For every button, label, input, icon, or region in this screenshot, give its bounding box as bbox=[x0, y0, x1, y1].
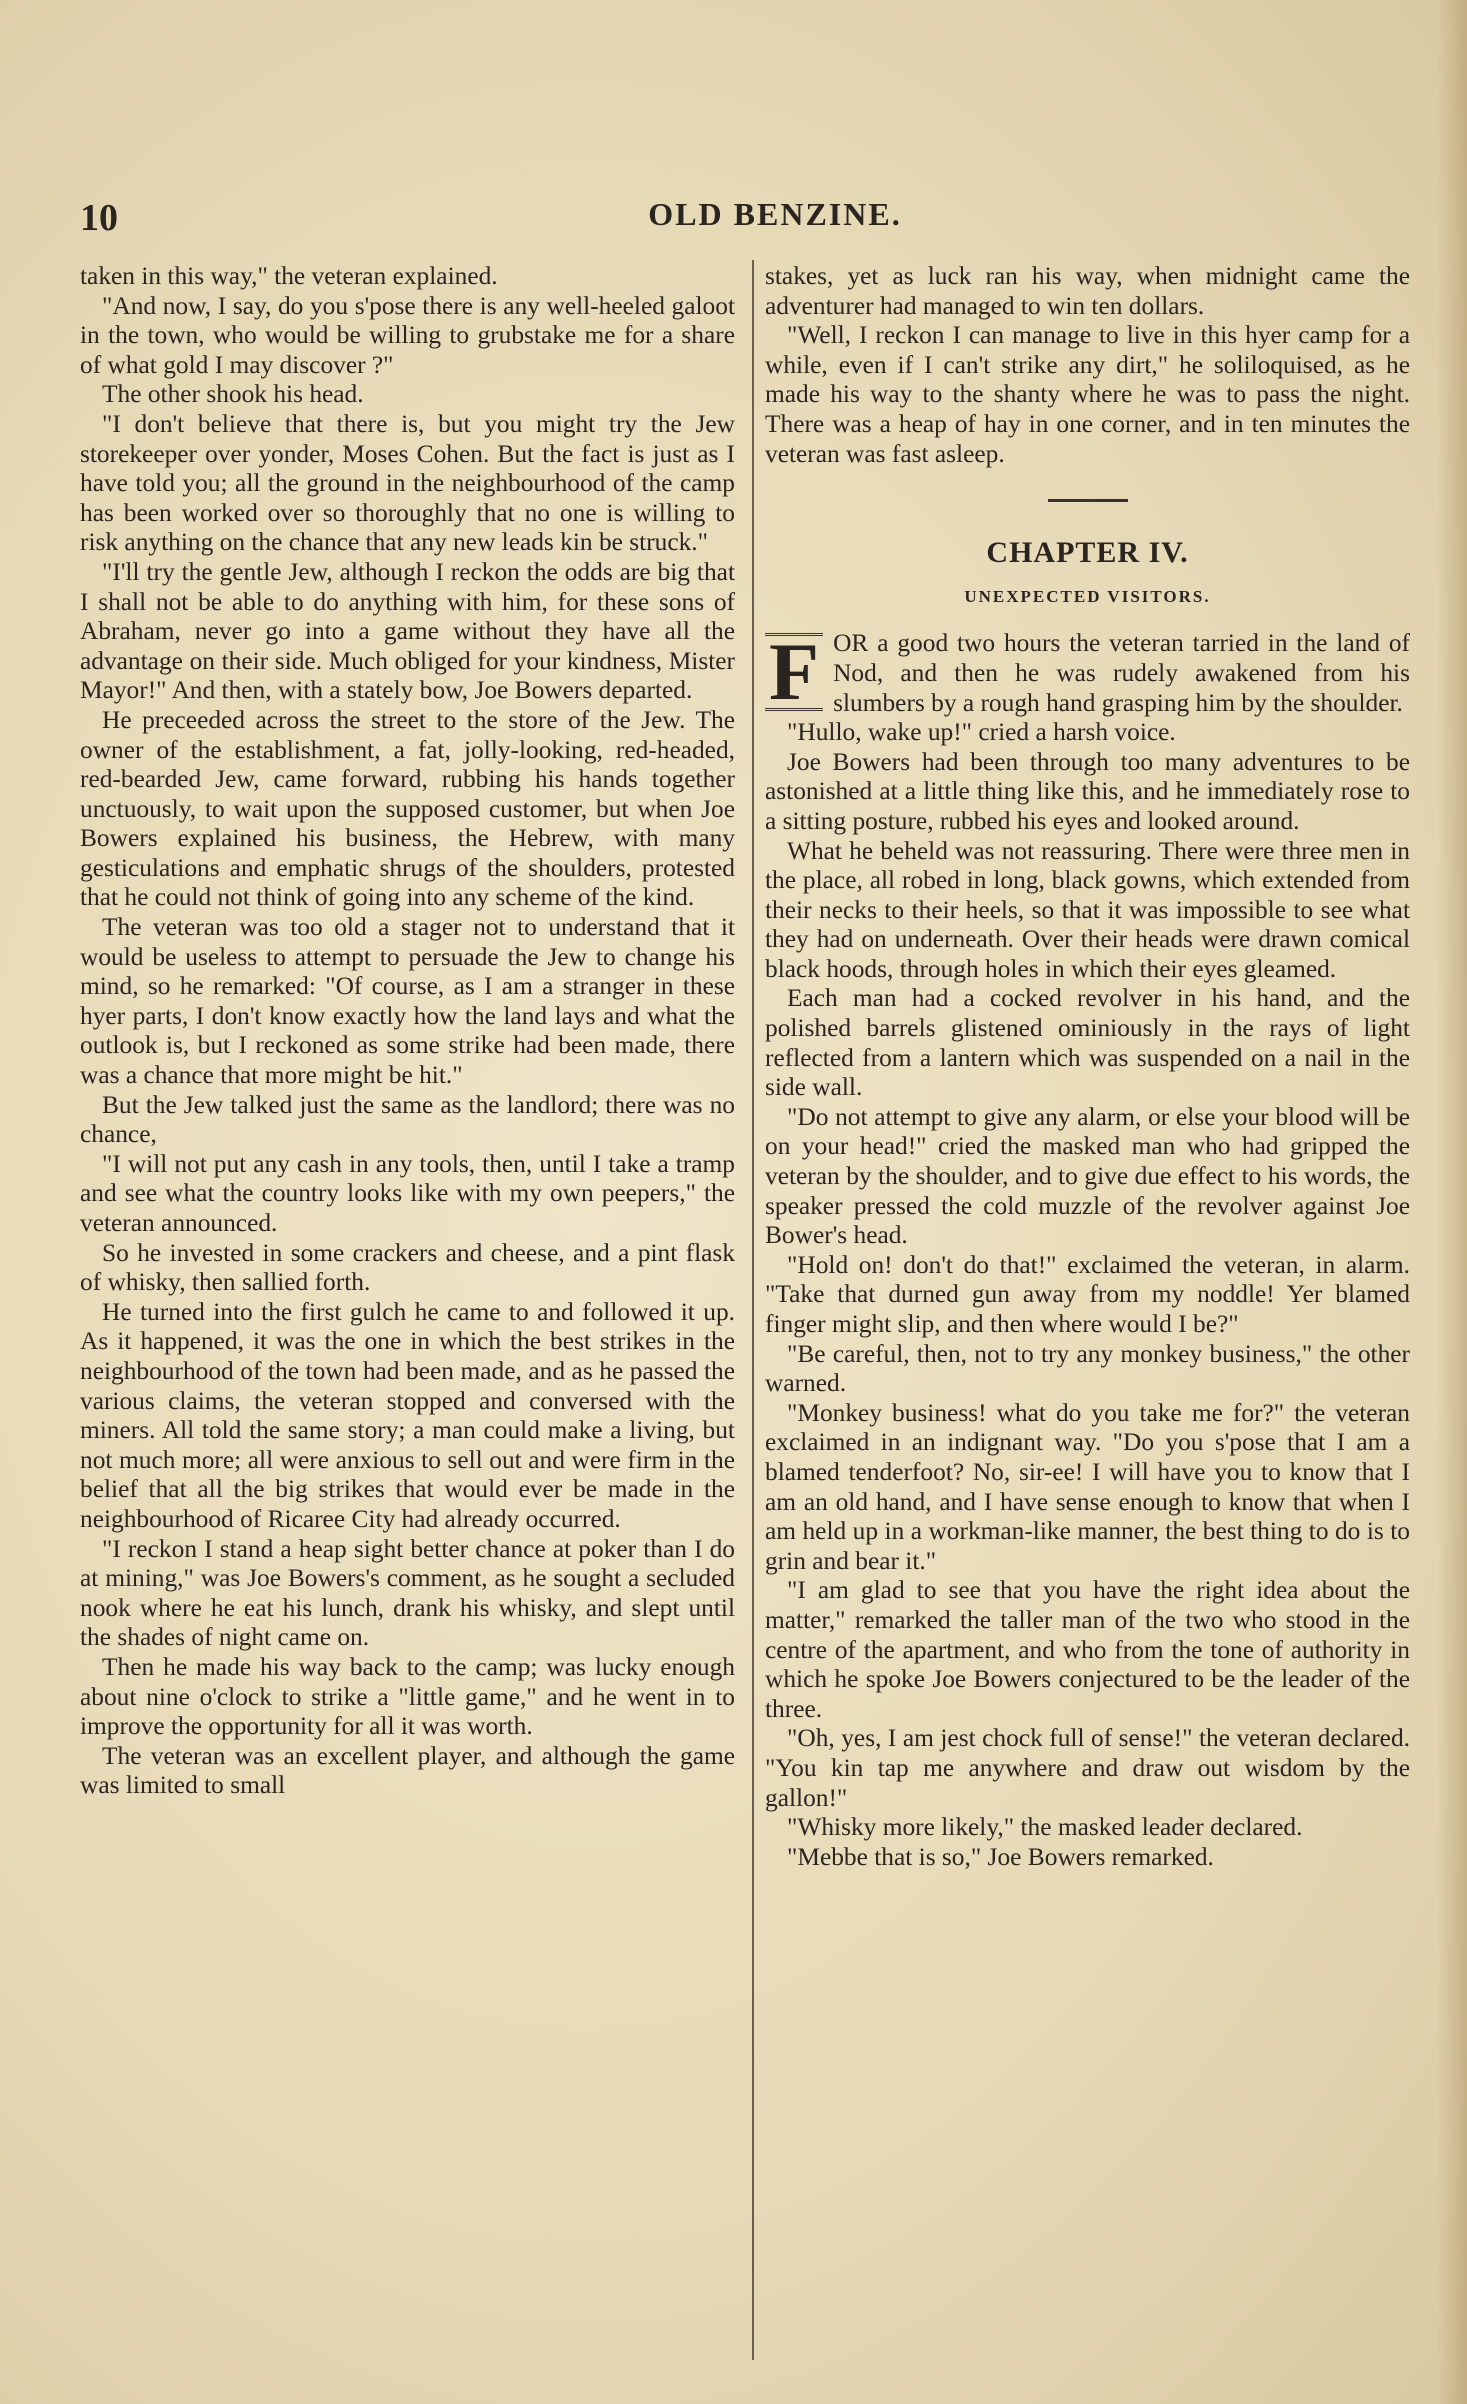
paragraph: stakes, yet as luck ran his way, when midnight came the adventurer had managed to win ten dollars. bbox=[765, 262, 1410, 320]
first-paragraph-text: OR a good two hours the veteran tarried in the land of Nod, and then he was rudely awakened from his slumbers by a rough hand grasping him by the shoulder. bbox=[833, 629, 1410, 717]
paragraph: "Monkey business! what do you take me for?" the veteran exclaimed in an indignant way. "Do you s'pose that I am a blamed tenderfoot? No, sir-ee! I will have you to know that I am an old hand, and I have sense enough to know that when I am held up in a workman-like manner, the best thing to do is to grin and bear it." bbox=[765, 1398, 1410, 1575]
paragraph: Each man had a cocked revolver in his hand, and the polished barrels glistened ominiously in the rays of light reflected from a lantern which was suspended on a nail in the side wall. bbox=[765, 984, 1410, 1102]
paragraph: The veteran was too old a stager not to understand that it would be useless to attempt to persuade the Jew to change his mind, so he remarked: "Of course, as I am a stranger in these hyer parts, I don't know exactly how the land lays and what the outlook is, but I reckoned as some strike had been made, there was a chance that more might be hit." bbox=[80, 913, 735, 1090]
paragraph: What he beheld was not reassuring. There were three men in the place, all robed in long, black gowns, which extended from their necks to their heels, so that it was impossible to see what they had on underneath. Over their heads were drawn comical black hoods, through holes in which their eyes gleamed. bbox=[765, 836, 1410, 983]
paragraph: "Whisky more likely," the masked leader declared. bbox=[787, 1813, 1303, 1842]
paragraph: "Hullo, wake up!" cried a harsh voice. bbox=[787, 718, 1176, 747]
paragraph: "And now, I say, do you s'pose there is any well-heeled galoot in the town, who would be willing to grubstake me for a share of what gold I may discover ?" bbox=[80, 291, 735, 379]
paragraph: "I will not put any cash in any tools, then, until I take a tramp and see what the country looks like with my own peepers," the veteran announced. bbox=[80, 1149, 735, 1237]
page-header bbox=[80, 196, 1410, 246]
paragraph: "I'll try the gentle Jew, although I reckon the odds are big that I shall not be able to do anything with him, for these sons of Abraham, never go into a game without they have all the advantage on their side. Much obliged for your kindness, Mister Mayor!" And then, with a stately bow, Joe Bowers departed. bbox=[80, 557, 735, 705]
section-rule bbox=[1048, 499, 1128, 502]
left-column bbox=[80, 262, 735, 1801]
paragraph: "Do not attempt to give any alarm, or else your blood will be on your head!" cried the masked man who had gripped the veteran by the shoulder, and to give due effect to his words, the speaker pressed the cold muzzle of the revolver against Joe Bower's head. bbox=[765, 1102, 1410, 1250]
paragraph: "Mebbe that is so," Joe Bowers remarked. bbox=[787, 1842, 1214, 1871]
chapter-first-paragraph bbox=[765, 626, 1410, 718]
paragraph: But the Jew talked just the same as the landlord; there was no chance, bbox=[80, 1090, 735, 1149]
running-title: OLD BENZINE. bbox=[648, 196, 902, 232]
chapter-title: CHAPTER IV. bbox=[986, 536, 1189, 570]
paragraph: The other shook his head. bbox=[102, 380, 364, 409]
paragraph: taken in this way," the veteran explained. bbox=[80, 262, 498, 290]
page-number: 10 bbox=[80, 197, 118, 239]
paragraph: The veteran was an excellent player, and although the game was limited to small bbox=[80, 1741, 735, 1800]
paragraph: "Hold on! don't do that!" exclaimed the veteran, in alarm. "Take that durned gun away from my noddle! Yer blamed finger might slip, and then where would I be?" bbox=[765, 1250, 1410, 1338]
paragraph: "I don't believe that there is, but you might try the Jew storekeeper over yonder, Moses Cohen. But the fact is just as I have told you; all the ground in the neighbourhood of the camp has been worked over so thoroughly that no one is willing to risk anything on the chance that any new leads kin be struck." bbox=[80, 409, 735, 557]
right-column bbox=[765, 262, 1410, 1872]
chapter-subtitle: UNEXPECTED VISITORS. bbox=[964, 586, 1211, 606]
page-edge-stain bbox=[1437, 0, 1467, 2404]
column-divider bbox=[752, 260, 754, 2360]
paragraph: Joe Bowers had been through too many adventures to be astonished at a little thing like this, and he immediately rose to a sitting posture, rubbed his eyes and looked around. bbox=[765, 747, 1410, 835]
paragraph: So he invested in some crackers and cheese, and a pint flask of whisky, then sallied forth. bbox=[80, 1238, 735, 1297]
paragraph: "I reckon I stand a heap sight better chance at poker than I do at mining," was Joe Bowers's comment, as he sought a secluded nook where he eat his lunch, drank his whisky, and slept until the shades of night came on. bbox=[80, 1534, 735, 1652]
paragraph: "Be careful, then, not to try any monkey business," the other warned. bbox=[765, 1339, 1410, 1398]
paragraph: "Oh, yes, I am jest chock full of sense!" the veteran declared. "You kin tap me anywhere and draw out wisdom by the gallon!" bbox=[765, 1724, 1410, 1812]
drop-cap: F bbox=[765, 633, 823, 711]
paragraph: "I am glad to see that you have the right idea about the matter," remarked the taller man of the two who stood in the centre of the apartment, and who from the tone of authority in which he spoke Joe Bowers conjectured to be the leader of the three. bbox=[765, 1576, 1410, 1723]
paragraph: "Well, I reckon I can manage to live in this hyer camp for a while, even if I can't strike any dirt," he soliloquised, as he made his way to the shanty where he was to pass the night. There was a heap of hay in one corner, and in ten minutes the veteran was fast asleep. bbox=[765, 321, 1410, 468]
paragraph: He turned into the first gulch he came to and followed it up. As it happened, it was the one in which the best strikes in the neighbourhood of the town had been made, and as he passed the various claims, the veteran stopped and conversed with the miners. All told the same story; a man could make a living, but not much more; all were anxious to sell out and were firm in the belief that all the big strikes that would ever be made in the neighbourhood of Ricaree City had already occurred. bbox=[80, 1297, 735, 1533]
paragraph: He preceeded across the street to the store of the Jew. The owner of the establishment, a fat, jolly-looking, red-headed, red-bearded Jew, came forward, rubbing his hands together unctuously, to wait upon the supposed customer, but when Joe Bowers explained his business, the Hebrew, with many gesticulations and emphatic shrugs of the shoulders, protested that he could not think of going into any scheme of the kind. bbox=[80, 705, 735, 912]
paragraph: Then he made his way back to the camp; was lucky enough about nine o'clock to strike a "little game," and he went in to improve the opportunity for all it was worth. bbox=[80, 1652, 735, 1741]
